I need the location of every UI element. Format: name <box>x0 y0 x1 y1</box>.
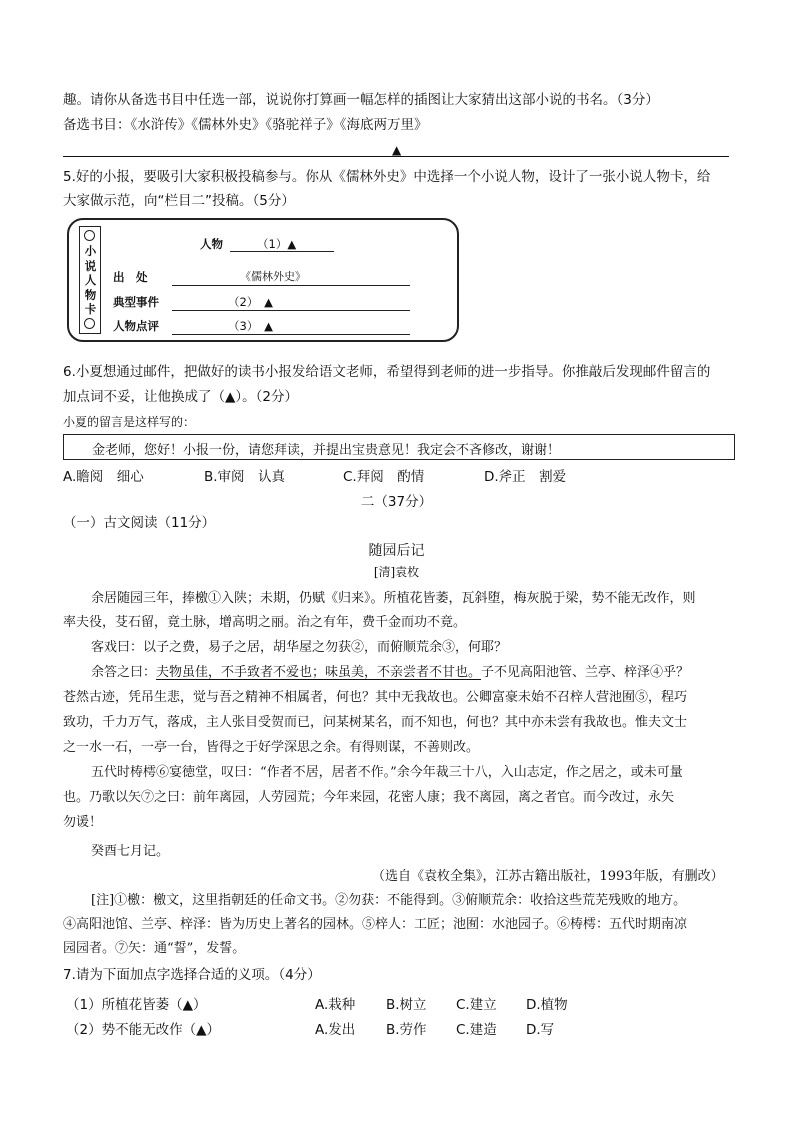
q6-option: D.斧正 割爱 <box>484 469 567 485</box>
passage-line: 客戏曰：以子之费，易子之居，胡华屋之勿获②，而俯顺荒余③，何耶？ <box>91 640 508 655</box>
passage-note: [注]①檄：檄文，这里指朝廷的任命文书。②勿获：不能得到。③俯顺荒余：收拾这些荒芜残败的地方。 <box>91 893 687 908</box>
q7-option: A.栽种 <box>315 997 356 1013</box>
card-event-underline <box>172 310 410 311</box>
card-source-value: 《儒林外史》 <box>240 270 306 283</box>
card-side-label <box>79 226 101 334</box>
q6-text-line-2: 加点词不妥，让他换成了（▲）。（2分） <box>63 389 298 405</box>
q6-message-box <box>63 434 735 460</box>
passage-source: （选自《袁枚全集》，江苏古籍出版社，1993年版，有删改） <box>372 869 724 884</box>
passage-note: 园园者。⑦矢：通“誓”，发誓。 <box>63 941 246 956</box>
divider-line <box>63 156 729 157</box>
q6-option: C.拜阅 酌情 <box>343 469 425 485</box>
q5-text-line-2: 大家做示范，向“栏目二”投稿。（5分） <box>63 193 295 209</box>
passage-line: 五代时梼樗⑥宴徳堂，叹曰：“作者不居，居者不作。”余今年裁三十八，入山志定，作之居之，或未可量 <box>91 765 683 780</box>
section-title: 二（37分） <box>360 494 433 510</box>
q7-item-label: （1）所植花皆萎（▲） <box>66 997 207 1013</box>
q6-text-line-1: 6.小夏想通过邮件，把做好的读书小报发给语文老师，希望得到老师的进一步指导。你推敲后发现邮件留言的 <box>63 364 711 380</box>
passage-date: 癸酉七月记。 <box>91 844 170 859</box>
q7-option: C.建造 <box>456 1022 497 1038</box>
section-subtitle: （一）古文阅读（11分） <box>63 515 216 531</box>
passage-title: 随园后记 <box>368 543 425 559</box>
circle-icon <box>84 230 95 241</box>
passage-line: 勿谖！ <box>63 815 103 830</box>
q7-item-label: （2）势不能无改作（▲） <box>66 1022 220 1038</box>
passage-note: ④高阳池馆、兰亭、梓泽：皆为历史上著名的园林。⑤梓人：工匠；池囿：水池园子。⑥梼樗：五代时期南凉 <box>63 917 688 932</box>
answer-marker: ▲ <box>392 143 402 157</box>
q7-option: A.发出 <box>315 1022 356 1038</box>
q6-message: 金老师，您好！小报一份，请您拜读，并提出宝贵意见！我定会不吝修改，谢谢！ <box>92 443 561 458</box>
q7-option: D.植物 <box>526 997 568 1013</box>
q7-option: B.劳作 <box>386 1022 427 1038</box>
card-event-label: 典型事件 <box>113 295 159 309</box>
passage-line: 率夫役，芟石留，竟土脉，增高明之丽。治之有年，费千金而功不竟。 <box>63 615 467 630</box>
passage-line: 余答之曰：夫物虽佳，不手致者不爱也；味虽美，不亲尝者不甘也。子不见高阳池管、兰亭、梓泽④乎？ <box>91 665 690 680</box>
passage-line: 也。乃歌以矢⑦之曰：前年离园，人劳园荒；今年来园，花密人康；我不离园，离之者官。而今改过，永矢 <box>63 790 675 805</box>
circle-icon <box>84 318 95 329</box>
card-side-title: 小说人物卡 <box>84 244 97 316</box>
q5-text-line-1: 5.好的小报，要吸引大家积极投稿参与。你从《儒林外史》中选择一个小说人物，设计了一张小说人物卡，给 <box>63 169 711 185</box>
passage-line: 余居随园三年，捧檄①入陕；未期，仍赋《归来》。所植花皆萎，瓦斜堕，梅灰脱于梁，势不能无改作，则 <box>91 591 696 606</box>
q6-note-intro: 小夏的留言是这样写的： <box>63 415 196 429</box>
card-comment-label: 人物点评 <box>113 319 159 333</box>
card-source-label: 出 处 <box>113 270 148 284</box>
q4-booklist: 备选书目：《水浒传》《儒林外史》《骆驼祥子》《海底两万里》 <box>63 117 428 133</box>
q7-option: B.树立 <box>386 997 427 1013</box>
q7-stem: 7.请为下面加点字选择合适的义项。（4分） <box>63 967 321 983</box>
underlined-sentence: 夫物虽佳，不手致者不爱也；味虽美，不亲尝者不甘也。 <box>156 665 482 680</box>
q6-option: B.审阅 认真 <box>204 469 286 485</box>
q7-option: C.建立 <box>456 997 497 1013</box>
card-comment-underline <box>172 334 410 335</box>
card-person-value: （1）▲ <box>257 237 297 251</box>
q7-option: D.写 <box>526 1022 555 1038</box>
card-comment-value: （3） ▲ <box>228 319 273 333</box>
passage-line: 致功，千力万气，落成，主人张目受贺而已，问某树某名，而不知也，何也？其中亦未尝有我故也。惟夫文士 <box>63 715 688 730</box>
q6-option: A.瞻阅 细心 <box>63 469 144 485</box>
card-person-label: 人物 <box>200 237 223 251</box>
card-event-value: （2） ▲ <box>228 295 273 309</box>
passage-author: [清]袁枚 <box>373 565 420 579</box>
q4-text-line: 趣。请你从备选书目中任选一部，说说你打算画一幅怎样的插图让大家猜出这部小说的书名。（3分） <box>63 92 659 108</box>
card-source-underline <box>172 285 410 286</box>
passage-line: 苍然古迹，凭吊生悲，觉与吾之精神不相属者，何也？其中无我故也。公卿富豪未始不召梓人营池囿⑤，程巧 <box>63 690 688 705</box>
passage-line: 之一水一石，一亭一台，皆得之于好学深思之余。有得则谋，不善则改。 <box>63 740 480 755</box>
